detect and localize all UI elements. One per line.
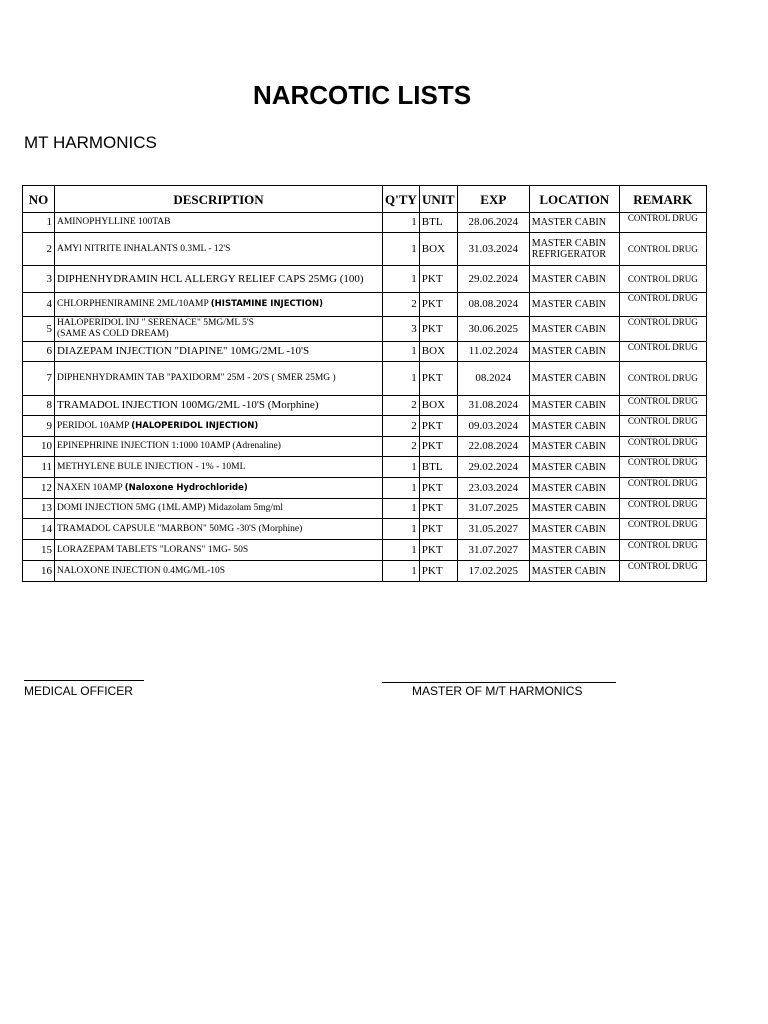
cell-exp: 31.07.2025 [457,499,529,519]
desc-text: DIPHENHYDRAMIN TAB "PAXIDORM" 25M - 20'S ( SMER 25MG ) [57,373,336,383]
master-signature-line [382,682,616,683]
cell-location: MASTER CABIN [529,478,619,499]
cell-qty: 2 [383,416,420,437]
cell-location: MASTER CABIN [529,293,619,317]
table-header-row [23,186,707,213]
col-header-remark: REMARK [619,186,706,213]
desc-text-line2: (SAME AS COLD DREAM) [57,329,169,339]
cell-unit: PKT [419,478,457,499]
cell-exp: 17.02.2025 [457,561,529,582]
cell-unit: PKT [419,317,457,342]
cell-location: MASTER CABIN [529,561,619,582]
col-header-no: NO [23,186,55,213]
cell-qty: 2 [383,293,420,317]
col-header-unit: UNIT [419,186,457,213]
cell-remark: CONTROL DRUG [619,478,706,499]
cell-remark: CONTROL DRUG [619,499,706,519]
narcotic-table [22,185,707,582]
cell-no: 8 [23,396,55,416]
cell-exp: 08.2024 [457,362,529,396]
cell-no: 10 [23,437,55,457]
cell-description [55,561,383,582]
cell-unit: PKT [419,519,457,540]
cell-unit: PKT [419,561,457,582]
desc-bold-text: (Naloxone Hydrochloride) [124,482,248,493]
cell-remark: CONTROL DRUG [619,437,706,457]
cell-unit: BOX [419,396,457,416]
cell-remark: CONTROL DRUG [619,396,706,416]
cell-qty: 1 [383,342,420,362]
cell-unit: PKT [419,416,457,437]
cell-description [55,499,383,519]
cell-exp: 11.02.2024 [457,342,529,362]
cell-no: 2 [23,233,55,266]
cell-no: 13 [23,499,55,519]
cell-exp: 29.02.2024 [457,457,529,478]
desc-text: TRAMADOL CAPSULE "MARBON" 50MG -30'S (Morphine) [57,523,303,534]
desc-bold-text: (HALOPERIDOL INJECTION) [131,420,259,431]
table-row [23,266,707,293]
cell-qty: 3 [383,317,420,342]
cell-qty: 1 [383,540,420,561]
desc-text: TRAMADOL INJECTION 100MG/2ML -10'S (Morphine) [57,399,319,411]
cell-location: MASTER CABIN [529,519,619,540]
cell-remark: CONTROL DRUG [619,213,706,233]
col-header-description: DESCRIPTION [55,186,383,213]
cell-qty: 1 [383,561,420,582]
cell-qty: 1 [383,499,420,519]
cell-no: 7 [23,362,55,396]
cell-description [55,540,383,561]
col-header-exp: EXP [457,186,529,213]
col-header-qty: Q'TY [383,186,420,213]
cell-no: 9 [23,416,55,437]
table-row [23,396,707,416]
location-line2: REFRIGERATOR [531,249,607,260]
table-row [23,362,707,396]
table-row [23,457,707,478]
desc-text: LORAZEPAM TABLETS "LORANS" 1MG- 50S [57,544,249,555]
table-row [23,478,707,499]
desc-text: HALOPERIDOL INJ " SERENACE" 5MG/ML 5'S [57,318,254,328]
cell-exp: 09.03.2024 [457,416,529,437]
cell-unit: PKT [419,499,457,519]
cell-no: 15 [23,540,55,561]
cell-location: MASTER CABIN [529,416,619,437]
table-row [23,540,707,561]
cell-no: 14 [23,519,55,540]
ship-name: MT HARMONICS [24,133,157,152]
cell-no: 5 [23,317,55,342]
cell-unit: PKT [419,293,457,317]
table-row [23,561,707,582]
cell-location: MASTER CABIN [529,499,619,519]
cell-no: 16 [23,561,55,582]
cell-location: MASTER CABIN [529,457,619,478]
cell-exp: 31.08.2024 [457,396,529,416]
cell-remark: CONTROL DRUG [619,540,706,561]
cell-remark: CONTROL DRUG [619,342,706,362]
cell-unit: BTL [419,213,457,233]
cell-exp: 22.08.2024 [457,437,529,457]
cell-qty: 1 [383,519,420,540]
cell-unit: BOX [419,233,457,266]
cell-location: MASTER CABIN [529,317,619,342]
medical-officer-signature-line [24,680,144,681]
cell-exp: 31.03.2024 [457,233,529,266]
master-label: MASTER OF M/T HARMONICS [412,684,583,698]
cell-exp: 31.05.2027 [457,519,529,540]
cell-location: MASTER CABIN [529,362,619,396]
table-row [23,233,707,266]
cell-description [55,233,383,266]
desc-text: EPINEPHRINE INJECTION 1:1000 10AMP (Adrenaline) [57,441,281,451]
cell-qty: 1 [383,457,420,478]
desc-text: AMINOPHYLLINE 100TAB [57,217,171,227]
desc-text: AMYl NITRITE INHALANTS 0.3ML - 12'S [57,243,231,254]
desc-text: NAXEN 10AMP [57,482,123,493]
cell-unit: BOX [419,342,457,362]
cell-remark: CONTROL DRUG [619,317,706,342]
cell-location: MASTER CABIN [529,540,619,561]
cell-exp: 29.02.2024 [457,266,529,293]
cell-description [55,519,383,540]
cell-no: 12 [23,478,55,499]
cell-qty: 1 [383,362,420,396]
cell-unit: PKT [419,362,457,396]
cell-description [55,266,383,293]
desc-text: CHLORPHENIRAMINE 2ML/10AMP [57,299,209,309]
cell-location: MASTER CABIN [529,396,619,416]
cell-no: 11 [23,457,55,478]
cell-exp: 23.03.2024 [457,478,529,499]
cell-unit: BTL [419,457,457,478]
desc-text: DIAZEPAM INJECTION "DIAPINE" 10MG/2ML -10'S [57,345,310,357]
cell-location: MASTER CABIN [529,437,619,457]
desc-text: DOMI INJECTION 5MG (1ML AMP) Midazolam 5mg/ml [57,503,284,513]
cell-no: 6 [23,342,55,362]
desc-text: METHYLENE BULE INJECTION - 1% - 10ML [57,461,246,472]
cell-unit: PKT [419,437,457,457]
cell-remark: CONTROL DRUG [619,561,706,582]
cell-qty: 1 [383,213,420,233]
cell-location: MASTER CABIN [529,266,619,293]
cell-description [55,437,383,457]
col-header-location: LOCATION [529,186,619,213]
cell-description [55,478,383,499]
cell-description [55,213,383,233]
table-row [23,437,707,457]
desc-bold-text: (HISTAMINE INJECTION) [210,299,323,309]
desc-text: DIPHENHYDRAMIN HCL ALLERGY RELIEF CAPS 25MG (100) [57,272,364,285]
cell-qty: 2 [383,437,420,457]
cell-description [55,293,383,317]
cell-qty: 1 [383,233,420,266]
table-row [23,499,707,519]
cell-remark: CONTROL DRUG [619,519,706,540]
cell-remark: CONTROL DRUG [619,416,706,437]
cell-description [55,416,383,437]
cell-exp: 08.08.2024 [457,293,529,317]
cell-unit: PKT [419,266,457,293]
cell-qty: 1 [383,266,420,293]
table-row [23,342,707,362]
table-row [23,213,707,233]
cell-qty: 2 [383,396,420,416]
location-line1: MASTER CABIN [531,238,606,249]
table-row [23,293,707,317]
cell-exp: 28.06.2024 [457,213,529,233]
cell-description [55,396,383,416]
cell-location: MASTER CABIN [529,213,619,233]
cell-description [55,362,383,396]
cell-remark: CONTROL DRUG [619,266,706,293]
cell-exp: 31.07.2027 [457,540,529,561]
table-row [23,416,707,437]
cell-qty: 1 [383,478,420,499]
cell-no: 1 [23,213,55,233]
desc-text: NALOXONE INJECTION 0.4MG/ML-10S [57,565,226,576]
cell-description [55,317,383,342]
cell-remark: CONTROL DRUG [619,457,706,478]
table-row [23,519,707,540]
page-title: NARCOTIC LISTS [252,80,472,110]
cell-no: 3 [23,266,55,293]
cell-exp: 30.06.2025 [457,317,529,342]
table-row [23,317,707,342]
cell-remark: CONTROL DRUG [619,233,706,266]
cell-location: MASTER CABIN [529,342,619,362]
cell-remark: CONTROL DRUG [619,293,706,317]
cell-no: 4 [23,293,55,317]
cell-location [529,233,619,266]
cell-description [55,342,383,362]
desc-text: PERIDOL 10AMP [57,420,129,431]
cell-description [55,457,383,478]
cell-unit: PKT [419,540,457,561]
cell-remark: CONTROL DRUG [619,362,706,396]
medical-officer-label: MEDICAL OFFICER [24,684,133,698]
